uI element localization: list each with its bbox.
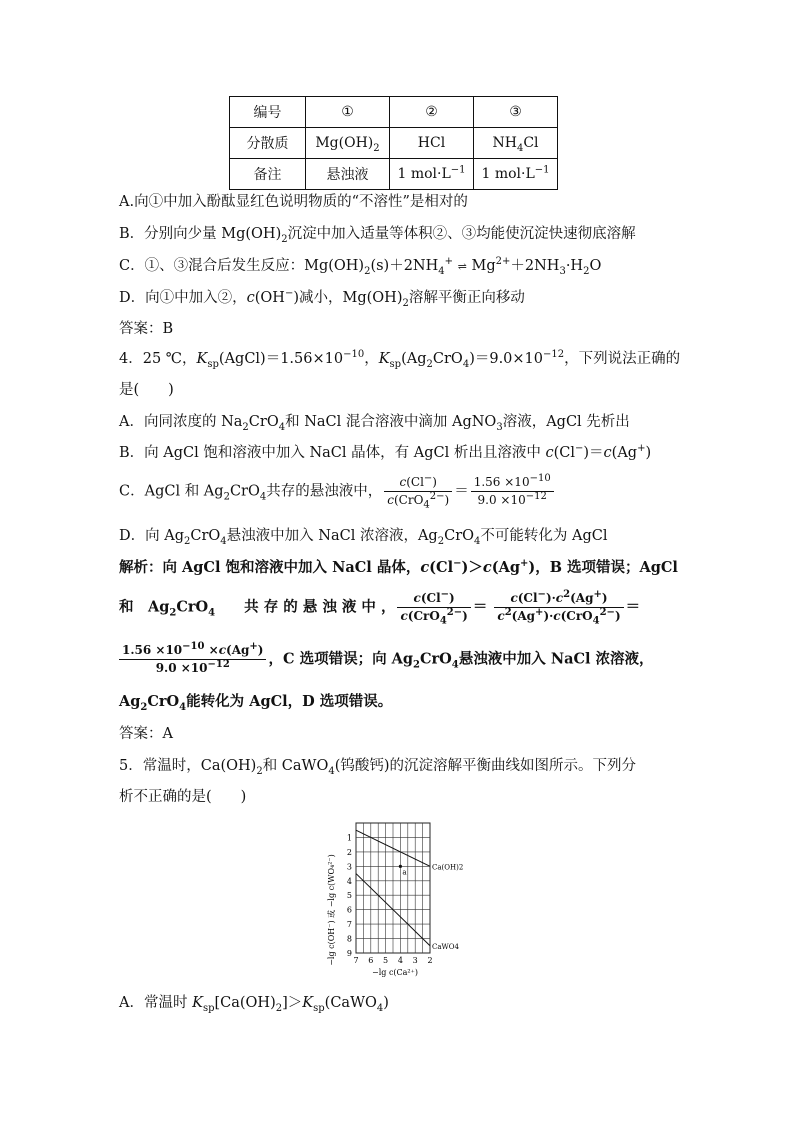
q3-option-b: B．分别向少量 $Mg(OH)_2$沉淀中加入适量等体积②、③均能使沉淀快速彻底溶解: [119, 226, 636, 245]
q5-stem: 5．常温时，$Ca(OH)_2$和 CaWO$_4$(钨酸钙)的沉淀溶解平衡曲线如图所示。下列分: [119, 758, 637, 777]
x-tick-label: 3: [412, 956, 418, 965]
y-tick-label: 6: [346, 905, 352, 915]
q4-option-b: B．向 AgCl 饱和溶液中加入 NaCl 晶体，有 AgCl 析出且溶液中 c(Cl−)＝c(Ag+): [119, 443, 652, 461]
q4-stem: 4．25 ℃，$K_{sp}(AgCl)=1.56\times 10^{-10}$，$K_{sp}(Ag_2CrO_4)=9.0\times 10^{-12}$，下列说法正确的: [119, 349, 681, 370]
q3-answer: 答案：B: [119, 321, 174, 337]
y-tick-label: 1: [346, 833, 352, 843]
x-tick-label: 7: [353, 956, 359, 965]
q4-option-c: C．AgCl 和 $Ag_2CrO_4$共存的悬浊液中， $\frac{c(Cl^-)}{c(CrO_4^{2-})}$ ＝ $\frac{1.56 \times 10^{-10}}{9.0 \times 10^{-12}}$: [119, 474, 556, 509]
q3-option-a: A.向①中加入酚酞显红色说明物质的“不溶性”是相对的: [119, 194, 468, 210]
chart-y-label: −lg c(OH⁻) 或 −lg c(WO₄²⁻): [327, 854, 336, 966]
series-label: CaWO4: [432, 942, 459, 951]
dispersion-table: [229, 96, 558, 190]
q4-analysis-3: $\frac{1.56 \times 10^{-10} \times c(Ag^+)}{9.0 \times 10^{-12}}$ ，C 选项错误；向 $Ag_2CrO_4$悬浊液中加入 NaCl 浓溶液，: [119, 642, 654, 677]
q3-option-c: C．①、③混合后发生反应：$Mg(OH)_2(s)+2NH_4^+$ ⇌ $Mg^{2+}+2NH_3\cdot H_2O$: [119, 256, 602, 277]
table-cell: ②: [390, 97, 474, 128]
y-tick-label: 2: [346, 847, 352, 857]
table-cell: $NH_4Cl$: [474, 128, 558, 159]
q5-option-a: A．常温时 $K_{sp}[Ca(OH)_2]>K_{sp}(CaWO_4)$: [119, 995, 389, 1014]
x-tick-label: 6: [368, 956, 374, 965]
q3-option-d: D．向①中加入②，c(OH−)减小，$Mg(OH)_2$溶解平衡正向移动: [119, 288, 525, 309]
table-cell: 分散质: [230, 128, 306, 159]
y-tick-label: 9: [346, 949, 352, 958]
chart-grid: [356, 823, 430, 953]
q4-analysis-2: 和 $Ag_2CrO_4$ 共 存 的 悬 浊 液 中 ， $\frac{c(Cl^-)}{c(CrO_4^{2-})}$ ＝ $\frac{c(Cl^-)\cdot c^2(Ag^+)}{c^2(Ag^+)\cdot c(CrO_4^{2-})}$ ＝: [119, 589, 641, 627]
q4-option-d: D．向 $Ag_2CrO_4$悬浊液中加入 NaCl 浓溶液，$Ag_2CrO_4$不可能转化为 AgCl: [119, 528, 608, 547]
x-tick-label: 5: [383, 956, 389, 965]
x-tick-label: 4: [397, 956, 403, 965]
q4-option-a: A．向同浓度的 $Na_2CrO_4$和 NaCl 混合溶液中滴加 AgNO$_3$溶液，AgCl 先析出: [119, 414, 630, 433]
series-label: Ca(OH)2: [432, 863, 464, 872]
chart-x-label: −lg c(Ca²⁺): [372, 968, 418, 977]
point-a-label: a: [402, 868, 407, 877]
y-tick-label: 8: [346, 934, 352, 944]
table-cell: 1 $mol\cdot L^{-1}$: [474, 159, 558, 190]
q4-answer: 答案：A: [119, 726, 173, 742]
y-tick-label: 7: [346, 920, 352, 930]
table-cell: ③: [474, 97, 558, 128]
table-cell: 悬浊液: [306, 159, 390, 190]
q4-analysis-1: 解析：向 AgCl 饱和溶液中加入 NaCl 晶体，c(Cl−)＞c(Ag+)，B 选项错误；AgCl: [119, 558, 678, 576]
chart-ticks: [347, 833, 433, 965]
chart-series: [356, 830, 463, 951]
table-cell: 备注: [230, 159, 306, 190]
x-tick-label: 2: [427, 956, 433, 965]
y-tick-label: 3: [346, 862, 352, 872]
table-cell: HCl: [390, 128, 474, 159]
table-cell: 1 $mol\cdot L^{-1}$: [390, 159, 474, 190]
solubility-chart: [320, 815, 480, 980]
q4-analysis-4: $Ag_2CrO_4$能转化为 AgCl，D 选项错误。: [119, 693, 393, 713]
table-cell: ①: [306, 97, 390, 128]
y-tick-label: 4: [346, 876, 352, 886]
q5-stem-cont: 析不正确的是( ): [119, 789, 247, 805]
y-tick-label: 5: [346, 891, 352, 901]
q4-stem-cont: 是( ): [119, 382, 174, 398]
table-cell: $Mg(OH)_2$: [306, 128, 390, 159]
table-cell: 编号: [230, 97, 306, 128]
